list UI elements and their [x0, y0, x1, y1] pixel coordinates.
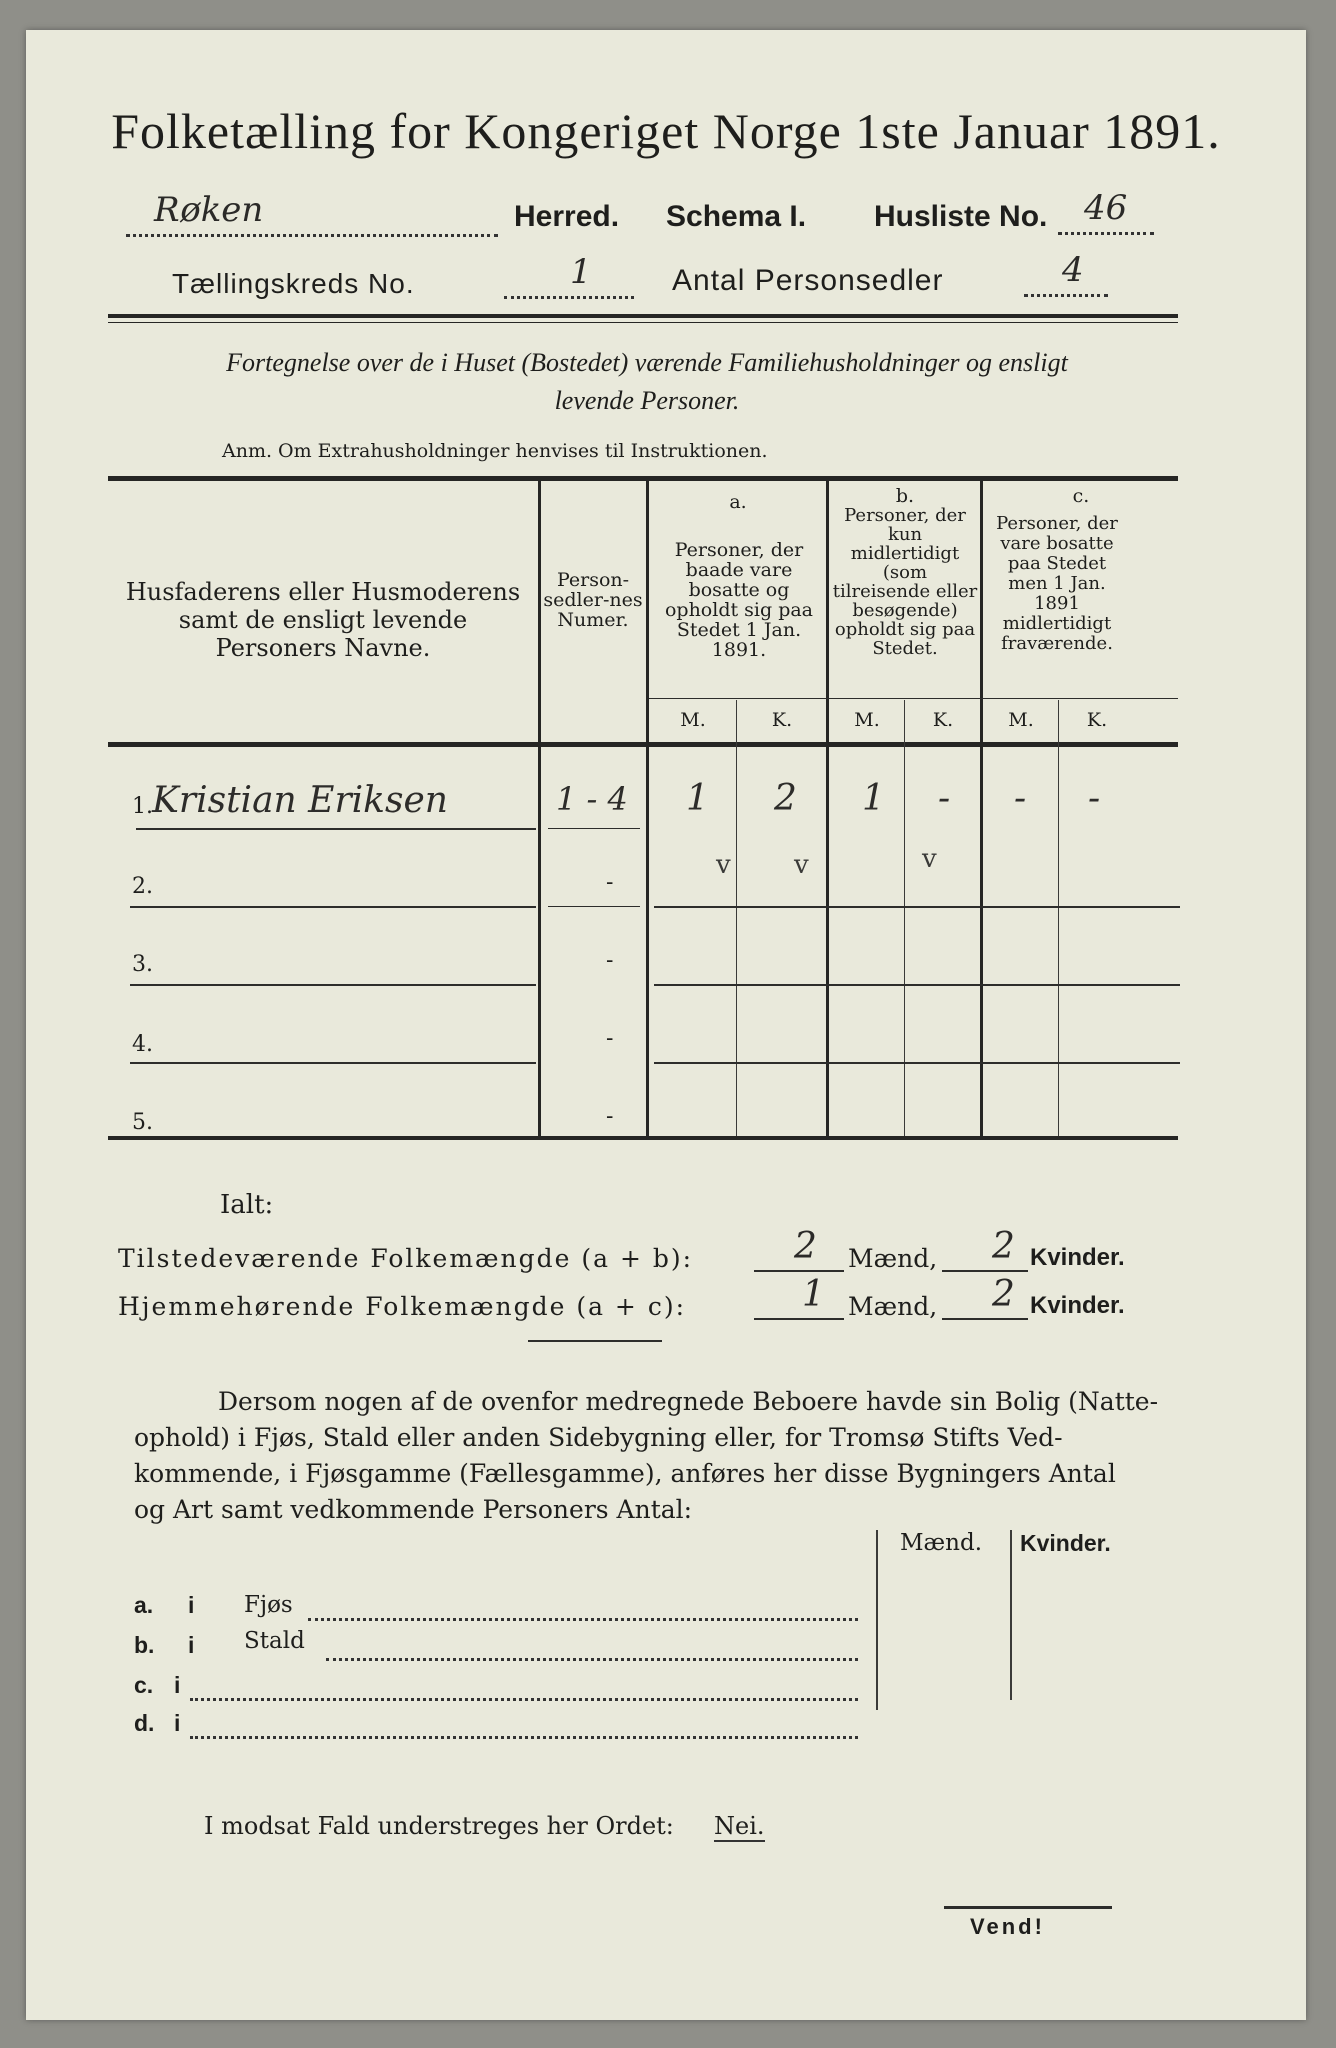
group-a-text: Personer, der baade vare bosatte og opholdt sig paa Stedet 1 Jan. 1891.: [664, 539, 814, 661]
totals-line1-kvinder-word: Kvinder.: [1030, 1244, 1125, 1271]
row-a-k-check: v: [794, 850, 809, 880]
intro-heading-line1: Fortegnelse over de i Huset (Bostedet) værende Familiehusholdninger og ensligt: [226, 348, 1068, 377]
herred-label: Herred.: [514, 200, 620, 233]
item-d-field: [190, 1726, 858, 1739]
divider-numer: [646, 481, 649, 1137]
item-a-field: [308, 1608, 858, 1621]
divider-names: [538, 481, 541, 1137]
item-a-letter: a.: [134, 1592, 154, 1618]
outbuildings-line2: ophold) i Fjøs, Stald eller anden Sidebygning eller, for Tromsø Stifts Ved-: [134, 1423, 1063, 1452]
row-b-m: 1: [862, 778, 885, 819]
totals-line1-kvinder: 2: [992, 1226, 1015, 1267]
totals-line2-kvinder-word: Kvinder.: [1030, 1292, 1125, 1319]
outbuildings-maend-head: Mænd.: [900, 1530, 983, 1556]
row-number: 3.: [132, 952, 153, 977]
b-k-head: K.: [932, 709, 954, 731]
table-top-rule: [108, 476, 1178, 481]
outbuildings-divider-2: [1010, 1530, 1012, 1700]
b-m-head: M.: [854, 709, 880, 731]
row2-line-numer: [548, 906, 640, 907]
row-number: 4.: [132, 1032, 153, 1057]
table-bottom-rule: [108, 1136, 1178, 1140]
kreds-value: 1: [570, 252, 592, 292]
col-numer-header: Person-sedler-nes Numer.: [543, 569, 643, 631]
totals-line1-kvinder-field: [942, 1270, 1028, 1272]
a-k-head: K.: [771, 709, 793, 731]
divider-b-mk: [904, 700, 905, 1136]
totals-line1-maend: 2: [794, 1226, 817, 1267]
row4-line-right: [654, 1062, 1180, 1064]
outbuildings-divider-1: [876, 1530, 878, 1710]
mk-subheader-rule: [649, 698, 1178, 699]
section-divider: [528, 1340, 662, 1342]
outbuildings-line3: kommende, i Fjøsgamme (Fællesgamme), anføres her disse Bygningers Antal: [134, 1459, 1116, 1488]
item-c-i: i: [174, 1672, 181, 1698]
row-a-m: 1: [686, 778, 709, 819]
header-rule: [108, 314, 1178, 318]
row2-line: [130, 906, 536, 908]
antal-value: 4: [1062, 250, 1084, 290]
totals-line1-label: Tilstedeværende Folkemængde (a + b):: [118, 1244, 694, 1273]
divider-c-mk: [1058, 700, 1059, 1136]
vend-rule: [944, 1906, 1112, 1909]
row4-line: [130, 1062, 536, 1064]
item-b-field: [326, 1648, 858, 1661]
row-numer: -: [606, 948, 614, 973]
row3-line-right: [654, 984, 1180, 986]
row3-line: [130, 984, 536, 986]
c-k-head: K.: [1086, 709, 1108, 731]
totals-line2-maend-word: Mænd,: [848, 1292, 938, 1321]
husliste-label: Husliste No.: [874, 200, 1048, 233]
group-a-letter: a.: [729, 491, 747, 513]
item-b-label: Stald: [244, 1628, 305, 1654]
antal-label: Antal Personsedler: [672, 264, 944, 297]
ialt-label: Ialt:: [220, 1190, 274, 1220]
outbuildings-kvinder-head: Kvinder.: [1020, 1530, 1111, 1556]
row-number: 2.: [132, 874, 153, 899]
schema-label: Schema I.: [666, 200, 807, 233]
divider-b: [980, 481, 983, 1137]
row-number: 5.: [132, 1110, 153, 1135]
item-b-i: i: [188, 1632, 195, 1658]
row1-line: [136, 828, 536, 830]
item-d-letter: d.: [134, 1710, 155, 1736]
row-numer: -: [606, 1026, 614, 1051]
nei-word: Nei.: [714, 1812, 765, 1840]
group-c-text: Personer, der vare bosatte paa Stedet men 1 Jan. 1891 midlertidigt fraværende.: [996, 513, 1118, 654]
item-a-label: Fjøs: [244, 1592, 293, 1618]
herred-value: Røken: [154, 190, 264, 230]
header-rule-thin: [108, 322, 1178, 323]
totals-line2-kvinder: 2: [992, 1274, 1015, 1315]
row-numer: -: [606, 1104, 614, 1129]
row-b-m-check: v: [922, 844, 937, 874]
anm-note: Anm. Om Extrahusholdninger henvises til Instruktionen.: [222, 440, 768, 462]
row-numer: 1 - 4: [556, 780, 628, 818]
row-c-k: -: [1088, 778, 1101, 819]
row-a-k: 2: [774, 778, 797, 819]
modsat-text: I modsat Fald understreges her Ordet:: [204, 1812, 674, 1840]
item-d-i: i: [174, 1710, 181, 1736]
kreds-field: [504, 258, 634, 299]
intro-heading-line2: levende Personer.: [554, 386, 740, 415]
table-header-rule: [108, 742, 1178, 747]
row-a-m-check: v: [716, 850, 731, 880]
row-b-k: -: [938, 778, 951, 819]
row-name: Kristian Eriksen: [152, 780, 448, 821]
item-a-i: i: [188, 1592, 195, 1618]
totals-line2-maend-field: [754, 1318, 844, 1320]
item-c-field: [190, 1688, 858, 1701]
row1-line-numer: [548, 828, 640, 829]
row-numer: -: [606, 870, 614, 895]
totals-line2-label: Hjemmehørende Folkemængde (a + c):: [118, 1292, 686, 1321]
c-m-head: M.: [1008, 709, 1034, 731]
outbuildings-line4: og Art samt vedkommende Personers Antal:: [134, 1495, 693, 1524]
totals-line2-maend: 1: [802, 1274, 825, 1315]
outbuildings-line1: Dersom nogen af de ovenfor medregnede Beboere havde sin Bolig (Natte-: [218, 1387, 1159, 1416]
divider-a-mk: [736, 700, 737, 1136]
totals-line1-maend-word: Mænd,: [848, 1244, 938, 1273]
totals-line1-maend-field: [754, 1270, 844, 1272]
group-b-letter: b.: [895, 485, 915, 507]
a-m-head: M.: [680, 709, 706, 731]
row-c-m: -: [1014, 778, 1027, 819]
form-title: Folketælling for Kongeriget Norge 1ste Januar 1891.: [111, 103, 1221, 159]
item-b-letter: b.: [134, 1632, 155, 1658]
husliste-value: 46: [1084, 188, 1128, 228]
totals-line2-kvinder-field: [942, 1318, 1028, 1320]
census-form-page: [26, 30, 1306, 2020]
vend-text: Vend!: [970, 1914, 1045, 1939]
group-c-letter: c.: [1072, 485, 1090, 507]
col-names-header: Husfaderens eller Husmoderens samt de ensligt levende Personers Navne.: [125, 578, 521, 662]
kreds-label: Tællingskreds No.: [172, 268, 415, 299]
item-c-letter: c.: [134, 1672, 154, 1698]
row-number: 1.: [132, 794, 153, 819]
row2-line-right: [654, 906, 1180, 908]
group-b-text: Personer, der kun midlertidigt (som tilreisende eller besøgende) opholdt sig paa Stedet.: [832, 505, 978, 659]
divider-a: [826, 481, 829, 1137]
